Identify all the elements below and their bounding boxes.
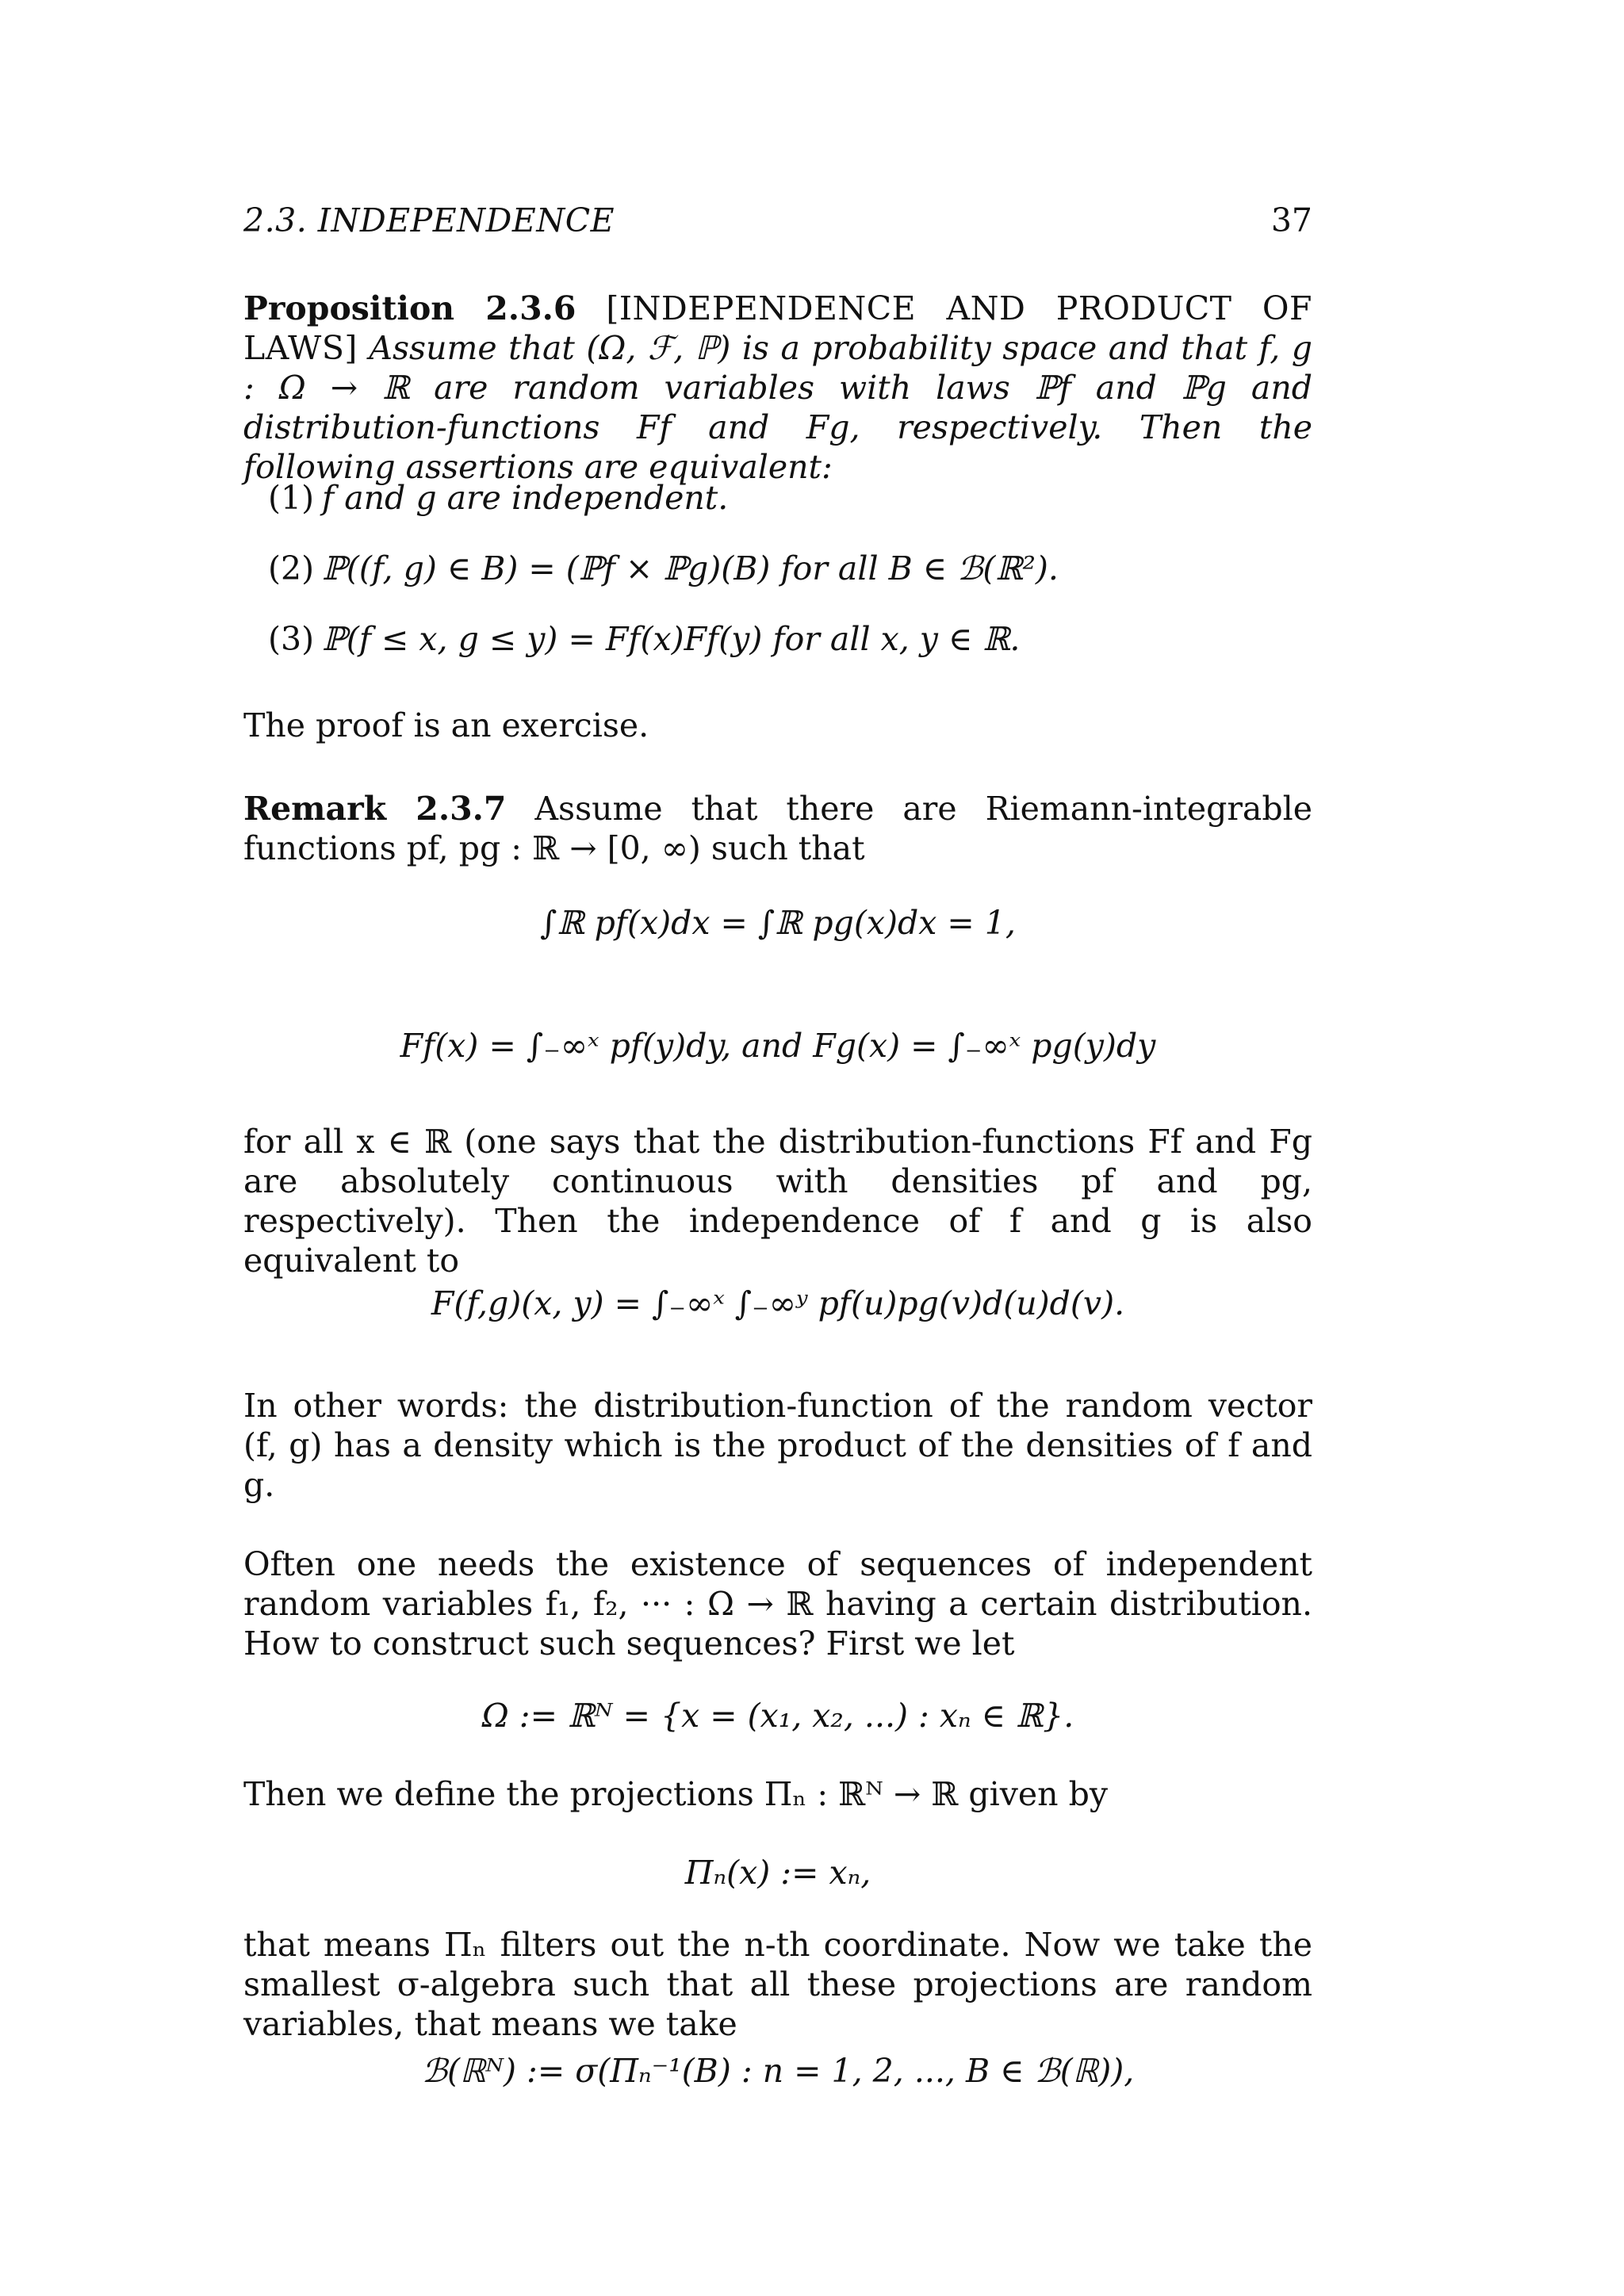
assertion-list (268, 479, 1299, 691)
construction-paragraph-3: that means Πₙ filters out the n-th coordinate. Now we take the smallest σ-algebra such that all these projections are random variables, that means we take (243, 1926, 1312, 2043)
equation-distribution-functions: Ff(x) = ∫₋∞ˣ pf(y)dy, and Fg(x) = ∫₋∞ˣ pg(y)dy (400, 1027, 1156, 1065)
construction-paragraph-1: Often one needs the existence of sequences of independent random variables f₁, f₂, ··· : Ω → ℝ having a certain distribution. How to construct such sequences? First we let (243, 1545, 1312, 1663)
proposition-statement: Assume that (Ω, ℱ, ℙ) is a probability space and that f, g : Ω → ℝ are random variables with laws ℙf and ℙg and distribution-functions Ff and Fg, respectively. Then the following assertions are equivalent: (243, 329, 1312, 486)
remark-intro: Assume that there are Riemann-integrable functions pf, pg : ℝ → [0, ∞) such that (243, 790, 1312, 867)
proposition-block (243, 289, 1312, 487)
running-header-section: 2.3. INDEPENDENCE (243, 201, 615, 239)
list-item: (3) ℙ(f ≤ x, g ≤ y) = Ff(x)Ff(y) for all x, y ∈ ℝ. (268, 620, 1021, 658)
equation-projection: Πₙ(x) := xₙ, (684, 1854, 871, 1892)
list-item: (2) ℙ((f, g) ∈ B) = (ℙf × ℙg)(B) for all B ∈ ℬ(ℝ²). (268, 549, 1059, 587)
proposition-label: Proposition 2.3.6 (243, 289, 576, 327)
equation-normalization: ∫ℝ pf(x)dx = ∫ℝ pg(x)dx = 1, (540, 904, 1016, 942)
remark-intro-block (243, 789, 1312, 868)
page-number: 37 (1270, 201, 1312, 239)
list-item: (1) f and g are independent. (268, 479, 729, 517)
remark-middle: for all x ∈ ℝ (one says that the distribution-functions Ff and Fg are absolutely continuous with densities pf and pg, respectively). Then the independence of f and g is also equivalent to (243, 1123, 1312, 1280)
equation-joint-distribution: F(f,g)(x, y) = ∫₋∞ˣ ∫₋∞ʸ pf(u)pg(v)d(u)d(v). (431, 1284, 1125, 1322)
remark-label: Remark 2.3.7 (243, 790, 507, 828)
proposition-title: [INDEPENDENCE AND PRODUCT OF LAWS] (243, 289, 1312, 367)
equation-sigma-algebra: ℬ(ℝᴺ) := σ(Πₙ⁻¹(B) : n = 1, 2, ..., B ∈ ℬ(ℝ)), (421, 2052, 1135, 2090)
remark-conclusion: In other words: the distribution-function of the random vector (f, g) has a density which is the product of the densities of f and g. (243, 1387, 1312, 1504)
equation-omega: Ω := ℝᴺ = {x = (x₁, x₂, ...) : xₙ ∈ ℝ}. (481, 1697, 1074, 1735)
proof-note: The proof is an exercise. (243, 706, 649, 744)
construction-paragraph-2: Then we define the projections Πₙ : ℝᴺ → ℝ given by (243, 1775, 1108, 1813)
